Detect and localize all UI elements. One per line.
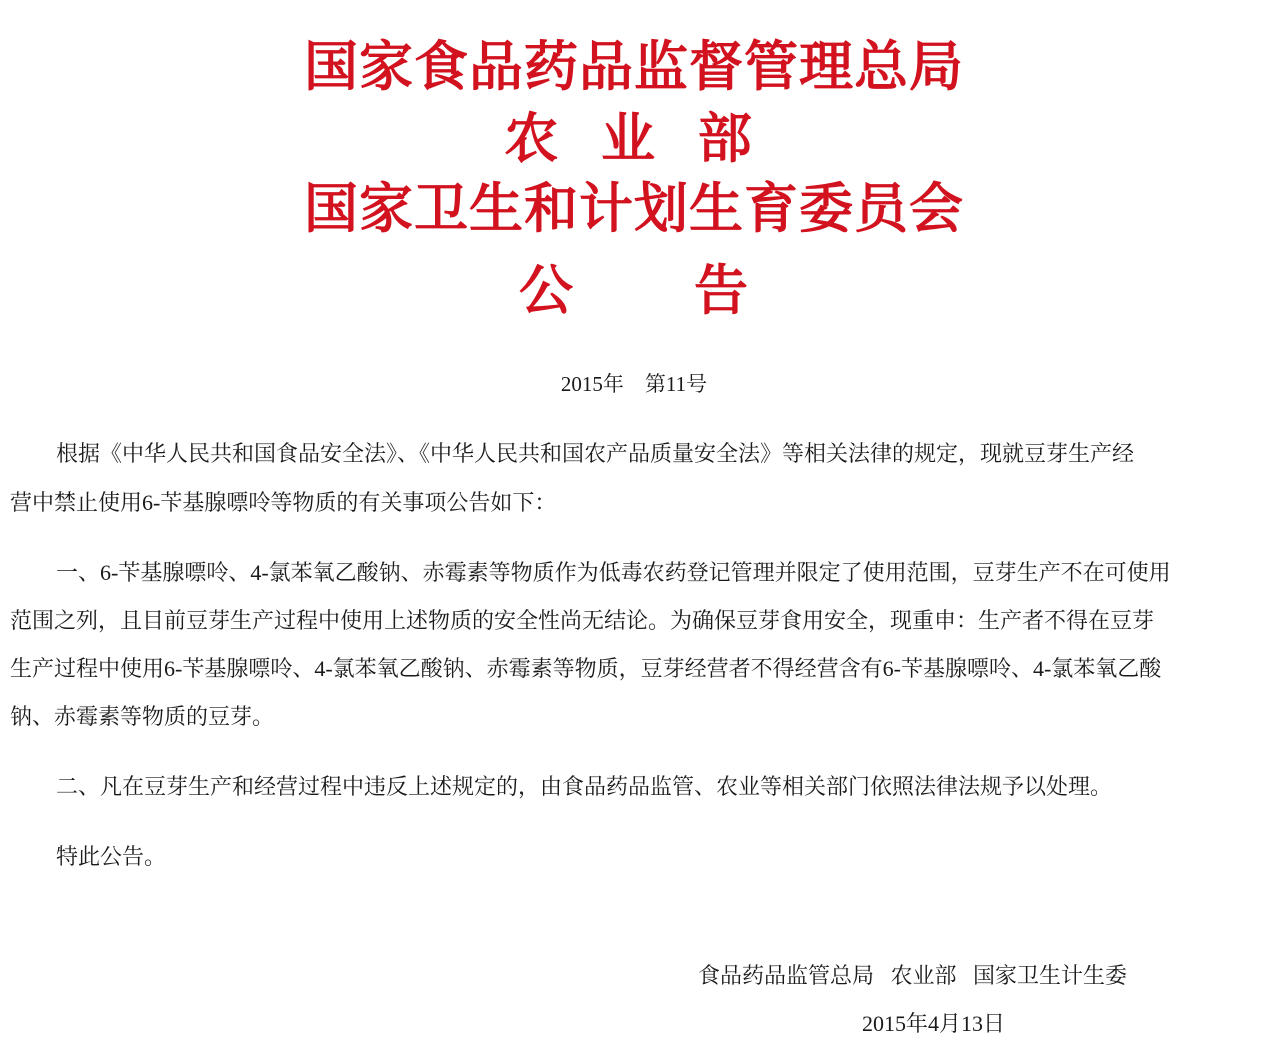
issuing-agency-cfda: 国家食品药品监督管理总局 [304,34,964,98]
document-type-char-2: 告 [694,258,749,322]
document-type-char-1: 公 [519,258,574,322]
signature-date: 2015年4月13日 [862,1011,1006,1036]
intro-paragraph-line-2: 营中禁止使用6-苄基腺嘌呤等物质的有关事项公告如下： [10,490,557,515]
item-1-line-2: 范围之列，且目前豆芽生产过程中使用上述物质的安全性尚无结论。为确保豆芽食用安全，现重申：生产者不得在豆芽 [10,608,1155,633]
intro-paragraph-line-1: 根据《中华人民共和国食品安全法》、《中华人民共和国农产品质量安全法》等相关法律的规定，现就豆芽生产经 [56,441,1135,466]
signature-issuers: 食品药品监管总局 农业部 国家卫生计生委 [698,963,1128,988]
issuing-agency-moa: 农 业 部 [504,106,764,170]
issuing-agency-nhfpc: 国家卫生和计划生育委员会 [304,176,964,240]
item-1-line-3: 生产过程中使用6-苄基腺嘌呤、4-氯苯氧乙酸钠、赤霉素等物质，豆芽经营者不得经营含有6-苄基腺嘌呤、4-氯苯氧乙酸 [10,656,1162,681]
item-1-line-4: 钠、赤霉素等物质的豆芽。 [10,704,275,729]
document-number: 2015年 第11号 [560,372,708,396]
closing-statement: 特此公告。 [56,844,167,869]
item-2-paragraph: 二、凡在豆芽生产和经营过程中违反上述规定的，由食品药品监管、农业等相关部门依照法律法规予以处理。 [56,774,1113,799]
document-type-title [0,258,1268,322]
item-1-line-1: 一、6-苄基腺嘌呤、4-氯苯氧乙酸钠、赤霉素等物质作为低毒农药登记管理并限定了使用范围，豆芽生产不在可使用 [56,560,1171,585]
